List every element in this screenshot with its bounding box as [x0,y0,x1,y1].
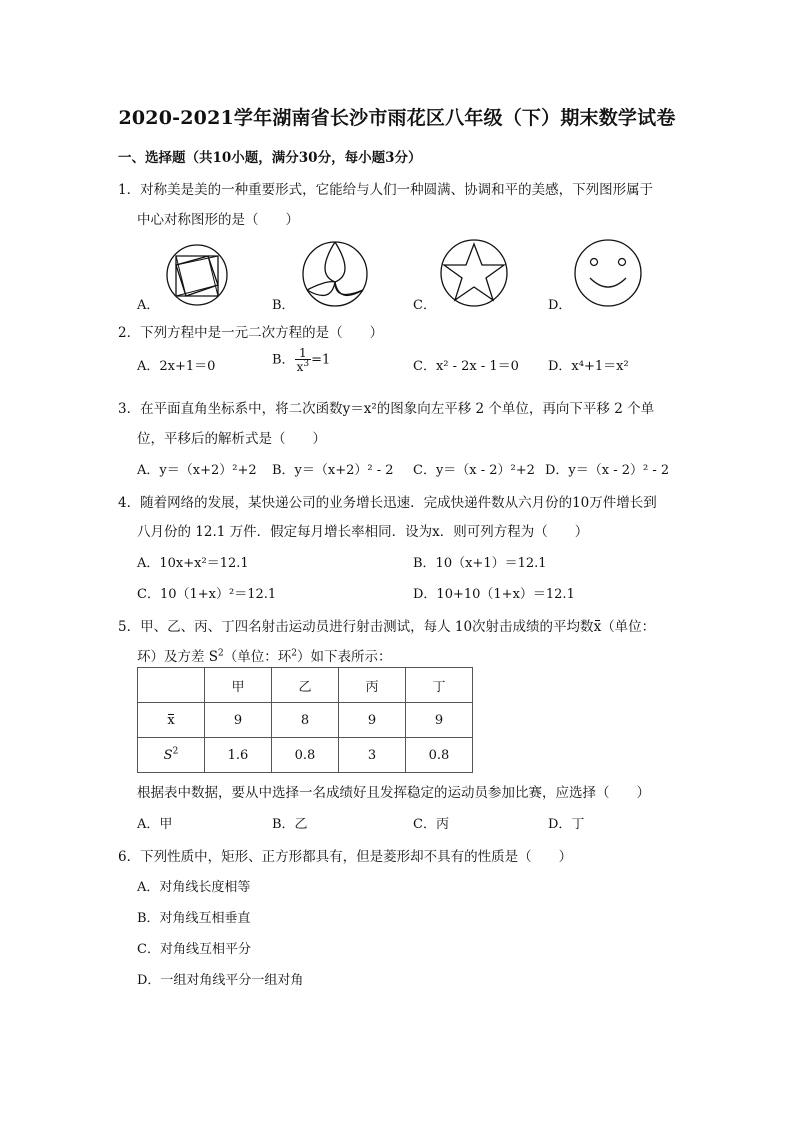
q3-stem-line2: 位，平移后的解析式是（ ） [137,431,326,447]
table-cell: 8 [272,703,339,738]
page-title: 2020-2021学年湖南省长沙市雨花区八年级（下）期末数学试卷 [118,107,676,129]
table-header-cell: 甲 [205,668,272,703]
q6-option-a: A．对角线长度相等 [137,880,251,895]
q5-data-table [137,667,473,773]
q4-stem-line1: 4．随着网络的发展，某快递公司的业务增长迅速．完成快递件数从六月份的10万件增长到 [118,495,657,511]
q2-option-b-den-exp: 3 [303,359,310,369]
q3-stem-line1: 3．在平面直角坐标系中，将二次函数y＝x²的图象向左平移 2 个单位，再向下平移 2 个单 [118,401,655,417]
table-cell: 3 [339,738,406,773]
q5-variance-exp: 2 [218,648,224,659]
q5-stem-line2-end: ）如下表所示： [297,649,392,665]
q6-option-c: C．对角线互相平分 [137,942,251,957]
q5-unit-exp: 2 [291,648,298,659]
q2-stem: 2．下列方程中是一元二次方程的是（ ） [118,325,384,341]
q1-option-a: A． [137,298,160,313]
q4-option-c: C．10（1+x）²＝12.1 [137,587,277,602]
variance-symbol-exp: 2 [172,746,179,757]
table-header-cell: 乙 [272,668,339,703]
table-row-label-mean [138,703,205,738]
q5-stem-line2-unit: （单位：环 [223,649,292,665]
q2-option-d: D．x⁴+1＝x² [548,359,629,374]
q1-option-d: D． [548,298,572,313]
q6-option-b: B．对角线互相垂直 [137,911,251,926]
q2-option-b-prefix: B． [272,352,295,368]
q4-stem-line2: 八月份的 12.1 万件．假定每月增长率相同．设为x．则可列方程为（ ） [137,524,589,540]
table-cell: 0.8 [406,738,473,773]
q5-question: 根据表中数据，要从中选择一名成绩好且发挥稳定的运动员参加比赛，应选择（ ） [137,785,650,801]
q2-option-a: A．2x+1＝0 [137,359,216,374]
table-header-cell: 丙 [339,668,406,703]
q5-stem-line1-unit: （单位： [601,619,656,635]
q5-mean-symbol: x [593,619,602,635]
q4-option-d: D．10+10（1+x）＝12.1 [413,587,575,602]
q1-option-b: B． [272,298,295,313]
figure-b-three-arcs [297,240,373,308]
q3-option-a: A．y＝（x+2）²+2 [137,463,257,478]
q4-option-b: B．10（x+1）＝12.1 [413,556,547,571]
table-header-cell [138,668,205,703]
q5-option-c: C．丙 [413,817,449,832]
q1-stem-line2: 中心对称图形的是（ ） [137,212,299,228]
q2-option-b-fraction [295,347,312,373]
q5-stem-line1-text: 5．甲、乙、丙、丁四名射击运动员进行射击测试，每人 10次射击成绩的平均数 [118,619,594,635]
variance-symbol: S [163,747,173,763]
table-row-label-variance [138,738,205,773]
q2-option-b-numerator: 1 [299,346,307,360]
q5-stem-line2-text: 环）及方差 S [137,649,219,665]
q3-option-c: C．y＝（x - 2）²+2 [413,463,535,478]
q5-stem-line2 [137,645,392,665]
q4-option-a: A．10x+x²＝12.1 [137,556,249,571]
q3-option-d: D．y＝（x - 2）² - 2 [545,463,670,478]
table-cell: 9 [205,703,272,738]
table-header-row [138,668,473,703]
q5-option-d: D．丁 [548,817,585,832]
q2-option-b-suffix: =1 [311,352,331,368]
table-cell: 1.6 [205,738,272,773]
figure-a-rotated-squares [160,243,234,307]
q1-stem-line1: 1．对称美是美的一种重要形式，它能给与人们一种圆满、协调和平的美感，下列图形属于 [118,182,654,198]
q1-option-c: C． [413,298,436,313]
q5-stem-line1 [118,615,655,635]
table-row [138,703,473,738]
q2-option-b-den-base: x [296,360,304,374]
section-heading: 一、选择题（共10小题，满分30分，每小题3分） [118,150,422,166]
q6-stem: 6．下列性质中，矩形、正方形都具有，但是菱形却不具有的性质是（ ） [118,849,573,865]
q2-option-c: C．x² - 2x - 1＝0 [413,359,519,374]
figure-c-star [436,238,512,308]
q6-option-d: D．一组对角线平分一组对角 [137,973,304,988]
q5-option-b: B．乙 [272,817,308,832]
table-cell: 9 [339,703,406,738]
table-row [138,738,473,773]
table-header-cell: 丁 [406,668,473,703]
table-cell: 9 [406,703,473,738]
q5-option-a: A．甲 [137,817,173,832]
q2-option-b [272,347,330,373]
mean-symbol: x [167,712,175,728]
table-cell: 0.8 [272,738,339,773]
figure-d-smiley-face [572,238,644,308]
q3-option-b: B．y＝（x+2）² - 2 [272,463,394,478]
q2-option-b-denominator [295,359,312,373]
